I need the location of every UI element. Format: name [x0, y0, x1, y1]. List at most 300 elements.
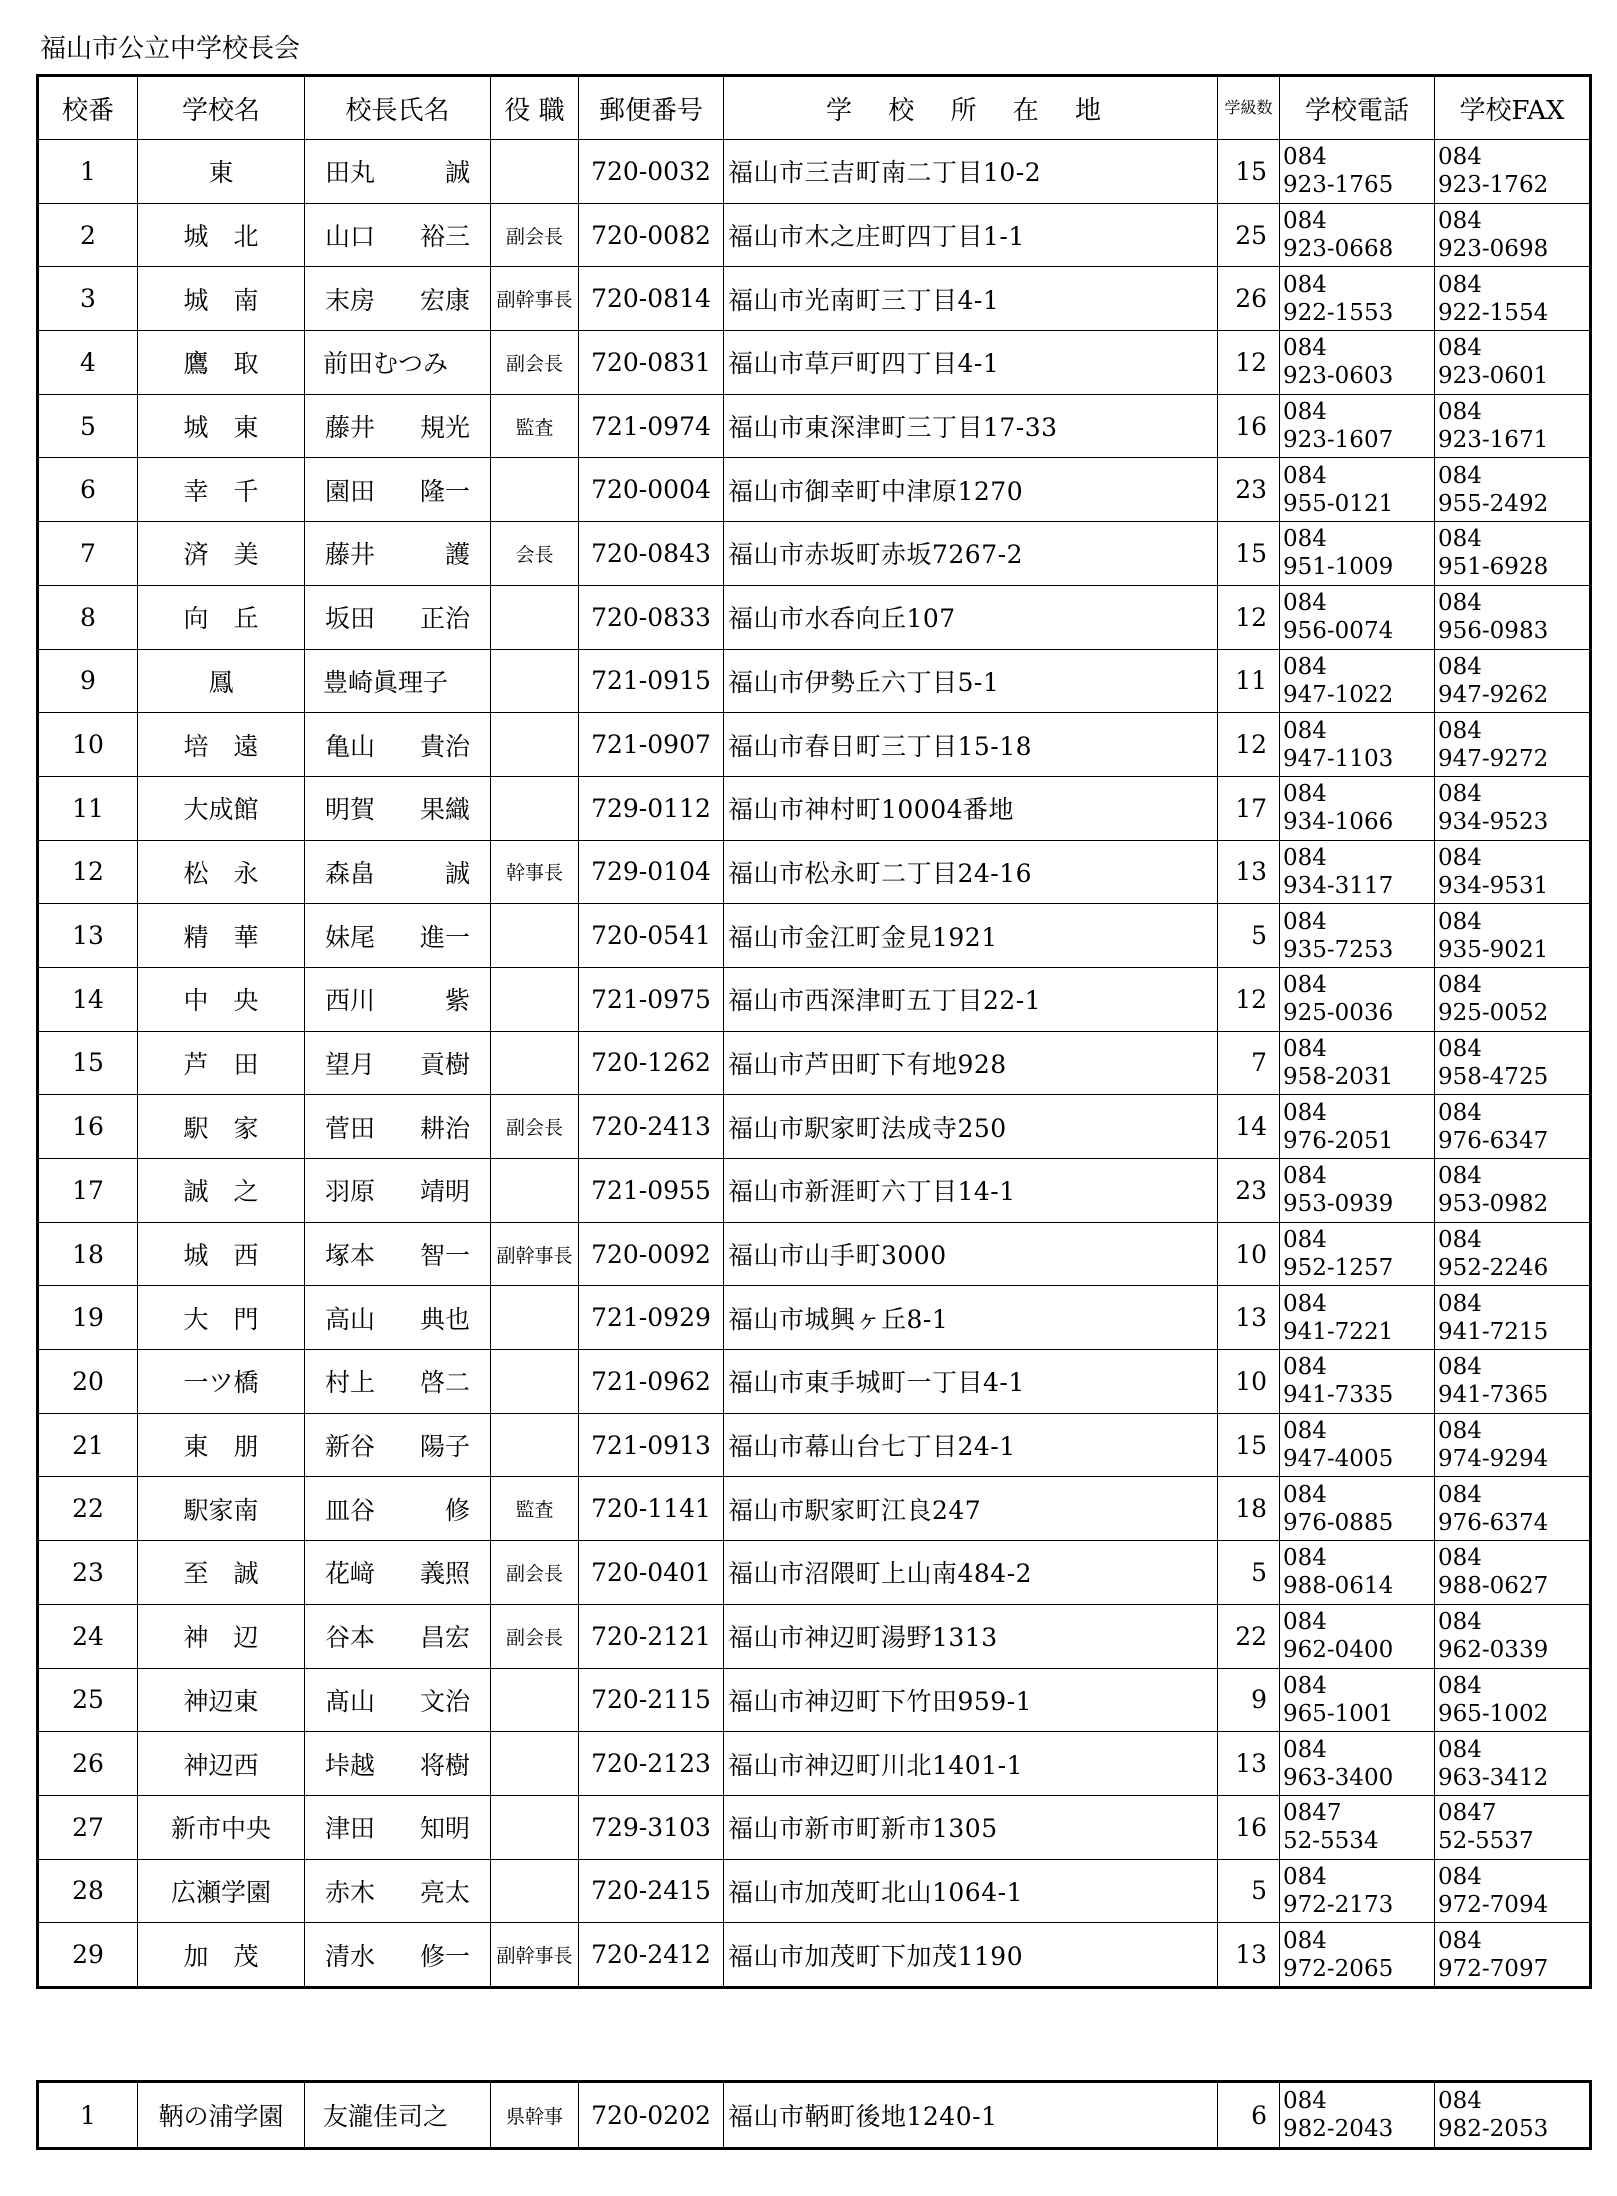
school-name: 松 永 — [138, 840, 305, 904]
phone-area-code: 0847 — [1283, 1800, 1342, 1827]
principal-surname: 豊崎眞理子 — [323, 667, 449, 697]
class-count: 23 — [1218, 458, 1280, 522]
phone-local-number: 982-2043 — [1283, 2116, 1394, 2142]
class-count: 14 — [1218, 1095, 1280, 1159]
fax-area-code: 084 — [1438, 208, 1482, 235]
school-number: 18 — [38, 1222, 138, 1286]
postal-code: 720-0082 — [579, 203, 724, 267]
address: 福山市東手城町一丁目4-1 — [724, 1350, 1218, 1414]
fax-local-number: 958-4725 — [1438, 1063, 1549, 1090]
class-count: 25 — [1218, 203, 1280, 267]
header-postal: 郵便番号 — [579, 76, 724, 140]
school-name: 加 茂 — [138, 1923, 305, 1988]
header-classes: 学級数 — [1218, 76, 1280, 140]
principal-surname: 清水 — [325, 1941, 376, 1971]
class-count: 12 — [1218, 967, 1280, 1031]
phone-local-number: 988-0614 — [1283, 1573, 1394, 1600]
class-count: 10 — [1218, 1350, 1280, 1414]
phone-area-code: 084 — [1283, 972, 1327, 999]
fax-local-number: 976-6374 — [1438, 1509, 1549, 1536]
address: 福山市鞆町後地1240-1 — [724, 2082, 1218, 2149]
fax-local-number: 965-1002 — [1438, 1700, 1549, 1727]
school-number: 10 — [38, 713, 138, 777]
role: 副幹事長 — [491, 1222, 579, 1286]
role: 監査 — [491, 394, 579, 458]
principal-given-name: 亮太 — [419, 1877, 470, 1907]
phone-number — [1280, 1859, 1435, 1923]
postal-code: 720-2121 — [579, 1604, 724, 1668]
address: 福山市城興ヶ丘8-1 — [724, 1286, 1218, 1350]
phone-local-number: 941-7221 — [1283, 1318, 1394, 1345]
table-row — [38, 1413, 1591, 1477]
postal-code: 721-0907 — [579, 713, 724, 777]
principal-surname: 友瀧佳司之 — [323, 2102, 449, 2131]
school-name: 城 西 — [138, 1222, 305, 1286]
class-count: 15 — [1218, 1413, 1280, 1477]
fax-local-number: 976-6347 — [1438, 1127, 1549, 1154]
principal-name — [305, 267, 491, 331]
school-name: 向 丘 — [138, 585, 305, 649]
phone-local-number: 52-5534 — [1283, 1828, 1379, 1855]
table-row — [38, 1222, 1591, 1286]
class-count: 17 — [1218, 776, 1280, 840]
fax-local-number: 923-1671 — [1438, 427, 1549, 454]
fax-number — [1435, 1795, 1591, 1859]
fax-area-code: 084 — [1438, 781, 1482, 808]
fax-local-number: 52-5537 — [1438, 1828, 1534, 1855]
fax-local-number: 955-2492 — [1438, 490, 1549, 517]
phone-local-number: 953-0939 — [1283, 1191, 1394, 1218]
table-row — [38, 904, 1591, 968]
school-name: 駅家南 — [138, 1477, 305, 1541]
table-row — [38, 522, 1591, 586]
phone-area-code: 084 — [1283, 335, 1327, 362]
phone-number — [1280, 1286, 1435, 1350]
fax-number — [1435, 1732, 1591, 1796]
principal-name — [305, 904, 491, 968]
phone-number — [1280, 331, 1435, 395]
class-count: 13 — [1218, 1286, 1280, 1350]
address: 福山市神辺町湯野1313 — [724, 1604, 1218, 1668]
phone-area-code: 084 — [1283, 526, 1327, 553]
principal-name — [305, 2082, 491, 2149]
school-number: 1 — [38, 140, 138, 204]
school-number: 21 — [38, 1413, 138, 1477]
fax-area-code: 084 — [1438, 1545, 1482, 1572]
header-address: 学 校 所 在 地 — [724, 76, 1218, 140]
fax-area-code: 084 — [1438, 1227, 1482, 1254]
phone-area-code: 084 — [1283, 1672, 1327, 1699]
address: 福山市西深津町五丁目22-1 — [724, 967, 1218, 1031]
school-number: 22 — [38, 1477, 138, 1541]
principal-surname: 菅田 — [325, 1113, 376, 1143]
role — [491, 1031, 579, 1095]
principal-name — [305, 1095, 491, 1159]
page-title: 福山市公立中学校長会 — [40, 34, 301, 64]
fax-area-code: 084 — [1438, 1163, 1482, 1190]
school-number: 12 — [38, 840, 138, 904]
role — [491, 1859, 579, 1923]
school-number: 3 — [38, 267, 138, 331]
principal-name — [305, 203, 491, 267]
fax-area-code: 084 — [1438, 1035, 1482, 1062]
principal-surname: 垰越 — [325, 1750, 376, 1780]
class-count: 13 — [1218, 840, 1280, 904]
role — [491, 904, 579, 968]
postal-code: 720-0202 — [579, 2082, 724, 2149]
fax-local-number: 925-0052 — [1438, 1000, 1549, 1027]
address: 福山市駅家町法成寺250 — [724, 1095, 1218, 1159]
phone-number — [1280, 1604, 1435, 1668]
fax-local-number: 963-3412 — [1438, 1764, 1549, 1791]
principal-name — [305, 713, 491, 777]
fax-number — [1435, 522, 1591, 586]
table-row — [38, 1477, 1591, 1541]
table-row — [38, 1159, 1591, 1223]
school-name: 一ツ橋 — [138, 1350, 305, 1414]
role: 副幹事長 — [491, 1923, 579, 1988]
phone-local-number: 935-7253 — [1283, 936, 1394, 963]
phone-number — [1280, 140, 1435, 204]
principal-given-name: 耕治 — [419, 1113, 470, 1143]
principal-given-name: 貢樹 — [419, 1049, 470, 1079]
postal-code: 720-0401 — [579, 1541, 724, 1605]
principal-name — [305, 458, 491, 522]
phone-local-number: 972-2173 — [1283, 1891, 1394, 1918]
address: 福山市沼隈町上山南484-2 — [724, 1541, 1218, 1605]
school-name: 城 東 — [138, 394, 305, 458]
table-row — [38, 1859, 1591, 1923]
school-number: 2 — [38, 203, 138, 267]
principal-surname: 津田 — [325, 1814, 376, 1844]
extra-table-body — [38, 2082, 1591, 2149]
principal-name — [305, 1604, 491, 1668]
principal-name — [305, 1286, 491, 1350]
principal-given-name: 隆一 — [419, 476, 470, 506]
school-number: 19 — [38, 1286, 138, 1350]
fax-number — [1435, 203, 1591, 267]
table-row — [38, 331, 1591, 395]
class-count: 7 — [1218, 1031, 1280, 1095]
phone-area-code: 084 — [1283, 1227, 1327, 1254]
phone-area-code: 084 — [1283, 2088, 1327, 2114]
phone-number — [1280, 713, 1435, 777]
role — [491, 1413, 579, 1477]
principal-name — [305, 840, 491, 904]
principal-name — [305, 1413, 491, 1477]
principal-surname: 山口 — [325, 222, 376, 252]
role — [491, 1159, 579, 1223]
phone-number — [1280, 1795, 1435, 1859]
phone-number — [1280, 1923, 1435, 1988]
class-count: 15 — [1218, 140, 1280, 204]
school-name: 幸 千 — [138, 458, 305, 522]
principal-name — [305, 1222, 491, 1286]
phone-area-code: 084 — [1283, 1290, 1327, 1317]
phone-number — [1280, 776, 1435, 840]
role — [491, 585, 579, 649]
principal-name — [305, 967, 491, 1031]
phone-area-code: 084 — [1283, 717, 1327, 744]
principal-given-name: 陽子 — [419, 1432, 470, 1462]
table-row — [38, 1541, 1591, 1605]
school-name: 神 辺 — [138, 1604, 305, 1668]
fax-local-number: 941-7365 — [1438, 1382, 1549, 1409]
header-no: 校番 — [38, 76, 138, 140]
fax-number — [1435, 1604, 1591, 1668]
phone-number — [1280, 1095, 1435, 1159]
phone-local-number: 923-0668 — [1283, 236, 1394, 263]
principal-surname: 田丸 — [325, 158, 376, 188]
phone-area-code: 084 — [1283, 208, 1327, 235]
principal-name — [305, 776, 491, 840]
fax-number — [1435, 1923, 1591, 1988]
phone-area-code: 084 — [1283, 1927, 1327, 1954]
address: 福山市松永町二丁目24-16 — [724, 840, 1218, 904]
school-number: 8 — [38, 585, 138, 649]
table-row — [38, 1923, 1591, 1988]
postal-code: 720-2115 — [579, 1668, 724, 1732]
class-count: 12 — [1218, 713, 1280, 777]
principal-surname: 皿谷 — [325, 1495, 376, 1525]
fax-number — [1435, 1541, 1591, 1605]
school-name: 精 華 — [138, 904, 305, 968]
fax-number — [1435, 2082, 1591, 2149]
phone-local-number: 923-0603 — [1283, 363, 1394, 390]
phone-local-number: 947-1103 — [1283, 745, 1394, 772]
postal-code: 720-2413 — [579, 1095, 724, 1159]
phone-area-code: 084 — [1283, 1863, 1327, 1890]
principal-surname: 谷本 — [325, 1623, 376, 1653]
principal-name — [305, 649, 491, 713]
fax-local-number: 947-9272 — [1438, 745, 1549, 772]
principal-given-name: 護 — [444, 540, 470, 570]
fax-number — [1435, 267, 1591, 331]
address: 福山市芦田町下有地928 — [724, 1031, 1218, 1095]
address: 福山市光南町三丁目4-1 — [724, 267, 1218, 331]
phone-area-code: 084 — [1283, 653, 1327, 680]
table-row — [38, 1031, 1591, 1095]
principal-table — [36, 74, 1592, 1989]
fax-area-code: 084 — [1438, 526, 1482, 553]
principal-given-name: 規光 — [419, 413, 470, 443]
principal-name — [305, 1031, 491, 1095]
address: 福山市神辺町下竹田959-1 — [724, 1668, 1218, 1732]
phone-area-code: 084 — [1283, 462, 1327, 489]
role — [491, 1732, 579, 1796]
class-count: 5 — [1218, 1859, 1280, 1923]
phone-local-number: 958-2031 — [1283, 1063, 1394, 1090]
principal-name — [305, 1859, 491, 1923]
table-row — [38, 1095, 1591, 1159]
principal-name — [305, 1668, 491, 1732]
fax-area-code: 084 — [1438, 653, 1482, 680]
principal-name — [305, 1350, 491, 1414]
phone-number — [1280, 840, 1435, 904]
role: 副会長 — [491, 331, 579, 395]
table-row — [38, 2082, 1591, 2149]
fax-area-code: 084 — [1438, 1927, 1482, 1954]
principal-given-name: 正治 — [419, 604, 470, 634]
principal-given-name: 紫 — [444, 986, 470, 1016]
fax-local-number: 972-7097 — [1438, 1955, 1549, 1982]
postal-code: 721-0975 — [579, 967, 724, 1031]
phone-number — [1280, 1031, 1435, 1095]
role — [491, 713, 579, 777]
school-number: 20 — [38, 1350, 138, 1414]
fax-area-code: 084 — [1438, 1609, 1482, 1636]
principal-name — [305, 585, 491, 649]
fax-number — [1435, 1222, 1591, 1286]
postal-code: 720-0092 — [579, 1222, 724, 1286]
fax-number — [1435, 1286, 1591, 1350]
principal-given-name: 果織 — [419, 795, 470, 825]
school-name: 誠 之 — [138, 1159, 305, 1223]
postal-code: 721-0974 — [579, 394, 724, 458]
school-name: 駅 家 — [138, 1095, 305, 1159]
school-name: 神辺西 — [138, 1732, 305, 1796]
school-name: 城 北 — [138, 203, 305, 267]
principal-given-name: 修 — [444, 1495, 470, 1525]
school-number: 28 — [38, 1859, 138, 1923]
class-count: 18 — [1218, 1477, 1280, 1541]
table-body — [38, 140, 1591, 1988]
principal-surname: 花﨑 — [325, 1559, 376, 1589]
phone-area-code: 084 — [1283, 1545, 1327, 1572]
school-name: 新市中央 — [138, 1795, 305, 1859]
extra-table — [36, 2080, 1592, 2150]
class-count: 12 — [1218, 585, 1280, 649]
fax-number — [1435, 1668, 1591, 1732]
postal-code: 720-2412 — [579, 1923, 724, 1988]
role — [491, 776, 579, 840]
fax-area-code: 084 — [1438, 2088, 1482, 2114]
principal-surname: 坂田 — [325, 604, 376, 634]
address: 福山市水呑向丘107 — [724, 585, 1218, 649]
postal-code: 720-0541 — [579, 904, 724, 968]
phone-number — [1280, 1668, 1435, 1732]
address: 福山市新市町新市1305 — [724, 1795, 1218, 1859]
table-row — [38, 1668, 1591, 1732]
fax-local-number: 923-0601 — [1438, 363, 1549, 390]
principal-surname: 前田むつみ — [323, 349, 449, 379]
phone-area-code: 084 — [1283, 781, 1327, 808]
role: 会長 — [491, 522, 579, 586]
fax-area-code: 084 — [1438, 144, 1482, 171]
fax-number — [1435, 1031, 1591, 1095]
postal-code: 721-0913 — [579, 1413, 724, 1477]
table-row — [38, 1604, 1591, 1668]
address: 福山市御幸町中津原1270 — [724, 458, 1218, 522]
role: 副会長 — [491, 1604, 579, 1668]
phone-number — [1280, 1477, 1435, 1541]
role — [491, 649, 579, 713]
fax-area-code: 084 — [1438, 1481, 1482, 1508]
school-name: 大 門 — [138, 1286, 305, 1350]
fax-area-code: 084 — [1438, 1099, 1482, 1126]
fax-local-number: 951-6928 — [1438, 554, 1549, 581]
phone-area-code: 084 — [1283, 1609, 1327, 1636]
postal-code: 720-0814 — [579, 267, 724, 331]
principal-given-name: 文治 — [419, 1686, 470, 1716]
principal-surname: 明賀 — [325, 795, 376, 825]
school-number: 7 — [38, 522, 138, 586]
phone-local-number: 947-4005 — [1283, 1446, 1394, 1473]
school-number: 17 — [38, 1159, 138, 1223]
phone-local-number: 941-7335 — [1283, 1382, 1394, 1409]
phone-local-number: 963-3400 — [1283, 1764, 1394, 1791]
fax-area-code: 084 — [1438, 1863, 1482, 1890]
address: 福山市加茂町北山1064-1 — [724, 1859, 1218, 1923]
table-row — [38, 1732, 1591, 1796]
fax-number — [1435, 1477, 1591, 1541]
school-name: 芦 田 — [138, 1031, 305, 1095]
fax-local-number: 947-9262 — [1438, 681, 1549, 708]
principal-given-name: 将樹 — [419, 1750, 470, 1780]
class-count: 26 — [1218, 267, 1280, 331]
principal-surname: 妹尾 — [325, 922, 376, 952]
phone-number — [1280, 585, 1435, 649]
fax-number — [1435, 776, 1591, 840]
phone-local-number: 947-1022 — [1283, 681, 1394, 708]
phone-area-code: 084 — [1283, 1354, 1327, 1381]
fax-number — [1435, 1859, 1591, 1923]
table-row — [38, 140, 1591, 204]
principal-name — [305, 522, 491, 586]
school-name: 東 朋 — [138, 1413, 305, 1477]
class-count: 13 — [1218, 1923, 1280, 1988]
header-school: 学校名 — [138, 76, 305, 140]
phone-local-number: 956-0074 — [1283, 618, 1394, 645]
role: 監査 — [491, 1477, 579, 1541]
header-role: 役 職 — [491, 76, 579, 140]
phone-local-number: 972-2065 — [1283, 1955, 1394, 1982]
fax-local-number: 988-0627 — [1438, 1573, 1549, 1600]
school-name: 鳳 — [138, 649, 305, 713]
address: 福山市草戸町四丁目4-1 — [724, 331, 1218, 395]
principal-surname: 藤井 — [325, 413, 376, 443]
principal-given-name: 裕三 — [419, 222, 470, 252]
table-row — [38, 840, 1591, 904]
header-principal: 校長氏名 — [305, 76, 491, 140]
principal-name — [305, 331, 491, 395]
postal-code: 721-0962 — [579, 1350, 724, 1414]
principal-name — [305, 1477, 491, 1541]
address: 福山市春日町三丁目15-18 — [724, 713, 1218, 777]
class-count: 16 — [1218, 1795, 1280, 1859]
table-row — [38, 776, 1591, 840]
phone-area-code: 084 — [1283, 590, 1327, 617]
phone-number — [1280, 904, 1435, 968]
principal-surname: 髙山 — [325, 1686, 376, 1716]
school-number: 25 — [38, 1668, 138, 1732]
school-number: 4 — [38, 331, 138, 395]
postal-code: 721-0915 — [579, 649, 724, 713]
principal-given-name: 靖明 — [419, 1177, 470, 1207]
phone-number — [1280, 1350, 1435, 1414]
school-number: 9 — [38, 649, 138, 713]
fax-number — [1435, 140, 1591, 204]
phone-local-number: 925-0036 — [1283, 1000, 1394, 1027]
principal-given-name: 修一 — [419, 1941, 470, 1971]
principal-given-name: 貴治 — [419, 731, 470, 761]
address: 福山市木之庄町四丁目1-1 — [724, 203, 1218, 267]
phone-local-number: 922-1553 — [1283, 299, 1394, 326]
fax-local-number: 953-0982 — [1438, 1191, 1549, 1218]
principal-name — [305, 1159, 491, 1223]
school-number: 13 — [38, 904, 138, 968]
postal-code: 729-3103 — [579, 1795, 724, 1859]
